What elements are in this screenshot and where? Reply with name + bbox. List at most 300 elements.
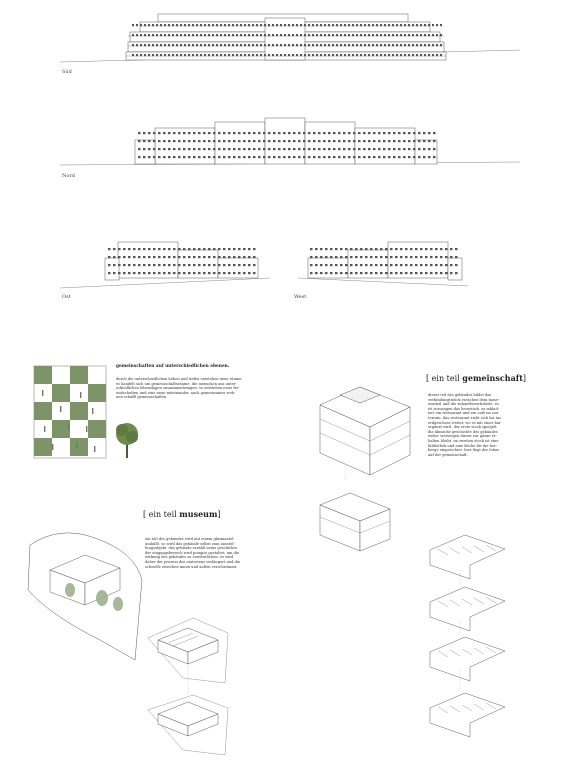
window: [228, 256, 231, 258]
axonometric-gemeinschaft-bottom: [315, 485, 395, 555]
window: [253, 264, 256, 266]
window: [360, 272, 363, 274]
window: [433, 148, 436, 150]
window: [308, 156, 311, 158]
window: [216, 54, 218, 56]
window: [168, 140, 171, 142]
window: [296, 44, 298, 46]
window: [172, 44, 174, 46]
window: [313, 140, 316, 142]
window: [353, 148, 356, 150]
window: [264, 44, 266, 46]
window: [373, 148, 376, 150]
window: [404, 24, 406, 26]
window: [396, 24, 398, 26]
window: [348, 140, 351, 142]
window: [248, 156, 251, 158]
window: [193, 272, 196, 274]
window: [375, 264, 378, 266]
window: [340, 54, 342, 56]
window: [213, 132, 216, 134]
window: [140, 54, 142, 56]
window: [320, 256, 323, 258]
window: [173, 148, 176, 150]
window: [212, 24, 214, 26]
window: [358, 156, 361, 158]
window: [258, 140, 261, 142]
window: [376, 54, 378, 56]
window: [368, 34, 370, 36]
window: [375, 256, 378, 258]
label-sud: Süd: [62, 69, 72, 75]
window: [160, 44, 162, 46]
window: [248, 272, 251, 274]
window: [400, 34, 402, 36]
window: [148, 54, 150, 56]
window: [183, 264, 186, 266]
elevation-ost: [0, 230, 288, 305]
window: [390, 264, 393, 266]
window: [433, 140, 436, 142]
window: [293, 156, 296, 158]
window: [216, 44, 218, 46]
window: [380, 34, 382, 36]
person-figure: [94, 446, 95, 452]
window: [424, 24, 426, 26]
window: [248, 256, 251, 258]
window: [440, 264, 443, 266]
window: [263, 132, 266, 134]
window: [335, 256, 338, 258]
window: [203, 156, 206, 158]
window: [405, 264, 408, 266]
window: [372, 24, 374, 26]
window: [168, 132, 171, 134]
window: [140, 34, 142, 36]
window: [430, 272, 433, 274]
window: [292, 24, 294, 26]
floor-plans-drawing: [420, 525, 520, 750]
community-body: durch die unterschiedlichen höhen und tiefen entstehen neue räume. es handelt sich um gemeinschaftsräume, die menschen aus unter- schiedlichen lebenslagen zusammenbringen. so entstehen neue fre- undschaften und eine neue miteinander. auch gemeinsames woh- nen schafft gemeinschaften.: [116, 377, 243, 400]
window: [213, 272, 216, 274]
window: [148, 272, 151, 274]
window: [178, 248, 181, 250]
window: [220, 34, 222, 36]
window: [123, 272, 126, 274]
window: [435, 272, 438, 274]
tree-icon: [112, 420, 142, 460]
window: [343, 140, 346, 142]
window: [136, 24, 138, 26]
window: [158, 148, 161, 150]
window: [336, 44, 338, 46]
window: [198, 140, 201, 142]
window: [385, 264, 388, 266]
window: [188, 132, 191, 134]
window: [283, 140, 286, 142]
window: [273, 156, 276, 158]
window: [156, 34, 158, 36]
window: [133, 264, 136, 266]
window: [113, 248, 116, 250]
window: [393, 140, 396, 142]
window: [348, 44, 350, 46]
window: [148, 132, 151, 134]
window: [243, 256, 246, 258]
window: [384, 44, 386, 46]
window: [156, 54, 158, 56]
window: [358, 132, 361, 134]
window: [425, 264, 428, 266]
window: [378, 140, 381, 142]
window: [208, 256, 211, 258]
window: [243, 140, 246, 142]
window: [220, 24, 222, 26]
window: [238, 272, 241, 274]
window: [240, 44, 242, 46]
window: [336, 34, 338, 36]
window: [263, 156, 266, 158]
window: [144, 54, 146, 56]
window: [363, 156, 366, 158]
window: [404, 44, 406, 46]
window: [248, 132, 251, 134]
window: [340, 24, 342, 26]
window: [168, 44, 170, 46]
window: [343, 132, 346, 134]
window: [332, 24, 334, 26]
window: [388, 24, 390, 26]
window: [372, 34, 374, 36]
window: [318, 132, 321, 134]
window: [420, 256, 423, 258]
window: [304, 54, 306, 56]
window: [332, 54, 334, 56]
window: [390, 256, 393, 258]
window: [450, 264, 453, 266]
window: [138, 140, 141, 142]
window: [393, 156, 396, 158]
window: [180, 54, 182, 56]
window: [253, 148, 256, 150]
window: [450, 256, 453, 258]
label-west: West: [294, 294, 307, 300]
window: [224, 24, 226, 26]
window: [228, 140, 231, 142]
window: [420, 44, 422, 46]
window: [388, 44, 390, 46]
window: [353, 156, 356, 158]
window: [365, 264, 368, 266]
window: [193, 140, 196, 142]
window: [432, 24, 434, 26]
window: [113, 264, 116, 266]
window: [188, 264, 191, 266]
window: [360, 54, 362, 56]
window: [198, 148, 201, 150]
window: [318, 156, 321, 158]
window: [198, 156, 201, 158]
museum-body: ein teil des gebäudes wird mit einem glasmantel umhüllt. so wird das gebäude selbst zum ausstel- lungsobjekt. das gebäude erzählt seine geschichte. der eingangsbereich wird pompös gestaltet, um die wirkung des gebäudes zu verdeutlichen. es wird daher der prozess des eintretens verlängert und die schwelle zwischen innen und außen verschwimmt.: [145, 537, 241, 569]
window: [388, 140, 391, 142]
window: [432, 44, 434, 46]
window: [303, 132, 306, 134]
window: [178, 256, 181, 258]
window: [355, 256, 358, 258]
window: [364, 44, 366, 46]
window: [264, 54, 266, 56]
window: [192, 44, 194, 46]
window: [345, 264, 348, 266]
window: [280, 44, 282, 46]
window: [240, 34, 242, 36]
window: [198, 248, 201, 250]
window: [218, 156, 221, 158]
window: [340, 264, 343, 266]
window: [163, 148, 166, 150]
window: [288, 156, 291, 158]
person-figure: [92, 408, 93, 414]
window: [418, 140, 421, 142]
window: [183, 148, 186, 150]
floor-plan: [430, 637, 505, 681]
window: [280, 54, 282, 56]
window: [325, 272, 328, 274]
window: [133, 272, 136, 274]
window: [356, 44, 358, 46]
window: [133, 248, 136, 250]
window: [213, 140, 216, 142]
window: [273, 132, 276, 134]
window: [176, 54, 178, 56]
window: [428, 140, 431, 142]
window: [412, 34, 414, 36]
window: [108, 256, 111, 258]
person-figure: [52, 444, 53, 450]
window: [278, 140, 281, 142]
window: [352, 24, 354, 26]
window: [193, 256, 196, 258]
window: [293, 148, 296, 150]
checker-cell: [34, 402, 52, 420]
window: [156, 44, 158, 46]
window: [136, 54, 138, 56]
window: [395, 256, 398, 258]
window: [228, 24, 230, 26]
window: [292, 34, 294, 36]
window: [140, 24, 142, 26]
window: [233, 156, 236, 158]
window: [375, 272, 378, 274]
window: [388, 148, 391, 150]
window: [192, 24, 194, 26]
window: [383, 156, 386, 158]
window: [158, 264, 161, 266]
window: [188, 24, 190, 26]
window: [412, 44, 414, 46]
window: [163, 140, 166, 142]
window: [392, 34, 394, 36]
window: [410, 256, 413, 258]
window: [356, 34, 358, 36]
window: [138, 272, 141, 274]
window: [178, 148, 181, 150]
window: [376, 34, 378, 36]
window: [344, 34, 346, 36]
axonometric-museum-bottom: [143, 690, 233, 760]
window: [376, 24, 378, 26]
window: [440, 34, 442, 36]
window: [348, 24, 350, 26]
window: [292, 44, 294, 46]
window: [203, 264, 206, 266]
window: [385, 248, 388, 250]
window: [243, 272, 246, 274]
window: [296, 54, 298, 56]
window: [360, 24, 362, 26]
window: [408, 148, 411, 150]
window: [176, 24, 178, 26]
window: [435, 264, 438, 266]
window: [408, 24, 410, 26]
window: [244, 44, 246, 46]
window: [203, 132, 206, 134]
window: [432, 54, 434, 56]
window: [158, 156, 161, 158]
window: [204, 34, 206, 36]
window: [313, 156, 316, 158]
window: [148, 264, 151, 266]
window: [132, 34, 134, 36]
window: [348, 54, 350, 56]
window: [288, 140, 291, 142]
elevation-nord: [0, 110, 576, 190]
window: [293, 132, 296, 134]
window: [144, 44, 146, 46]
window: [153, 156, 156, 158]
window: [318, 148, 321, 150]
window: [188, 272, 191, 274]
window: [283, 148, 286, 150]
window: [400, 24, 402, 26]
window: [168, 256, 171, 258]
window: [388, 54, 390, 56]
gemeinschaft-title: [ ein teil gemeinschaft]: [426, 373, 527, 383]
window: [236, 54, 238, 56]
window: [163, 256, 166, 258]
window: [238, 156, 241, 158]
label-ost: Ost: [62, 294, 71, 300]
window: [418, 132, 421, 134]
window: [203, 148, 206, 150]
window: [248, 54, 250, 56]
window: [153, 256, 156, 258]
window: [398, 148, 401, 150]
window: [328, 132, 331, 134]
window: [203, 140, 206, 142]
window: [203, 248, 206, 250]
window: [363, 140, 366, 142]
window: [268, 148, 271, 150]
window: [173, 132, 176, 134]
window: [224, 54, 226, 56]
window: [263, 148, 266, 150]
window: [324, 44, 326, 46]
window: [278, 148, 281, 150]
window: [164, 24, 166, 26]
window: [284, 24, 286, 26]
window: [188, 148, 191, 150]
window: [233, 264, 236, 266]
window: [328, 34, 330, 36]
window: [396, 54, 398, 56]
window: [408, 132, 411, 134]
window: [312, 54, 314, 56]
window: [188, 256, 191, 258]
window: [218, 248, 221, 250]
window: [420, 34, 422, 36]
window: [412, 24, 414, 26]
window: [436, 54, 438, 56]
window: [316, 24, 318, 26]
window: [400, 256, 403, 258]
window: [128, 248, 131, 250]
window: [373, 156, 376, 158]
window: [380, 256, 383, 258]
window: [398, 156, 401, 158]
window: [203, 272, 206, 274]
window: [345, 248, 348, 250]
checker-cell: [70, 366, 88, 384]
window: [380, 248, 383, 250]
window: [238, 132, 241, 134]
window: [233, 272, 236, 274]
window: [345, 272, 348, 274]
window: [113, 256, 116, 258]
window: [455, 248, 458, 250]
window: [208, 132, 211, 134]
window: [228, 248, 231, 250]
window: [340, 44, 342, 46]
window: [143, 264, 146, 266]
window: [232, 24, 234, 26]
window: [300, 24, 302, 26]
window: [238, 140, 241, 142]
window: [303, 156, 306, 158]
window: [168, 156, 171, 158]
window: [173, 248, 176, 250]
window: [323, 148, 326, 150]
window: [388, 132, 391, 134]
window: [176, 34, 178, 36]
elevation-sud: [0, 0, 576, 80]
window: [196, 44, 198, 46]
window: [432, 34, 434, 36]
window: [352, 34, 354, 36]
window: [204, 54, 206, 56]
window: [238, 248, 241, 250]
window: [248, 140, 251, 142]
window: [405, 272, 408, 274]
window: [260, 24, 262, 26]
window: [180, 34, 182, 36]
window: [308, 24, 310, 26]
window: [428, 156, 431, 158]
north-elevation-drawing: [0, 110, 576, 190]
window: [310, 272, 313, 274]
window: [268, 54, 270, 56]
checker-cell: [88, 420, 106, 438]
